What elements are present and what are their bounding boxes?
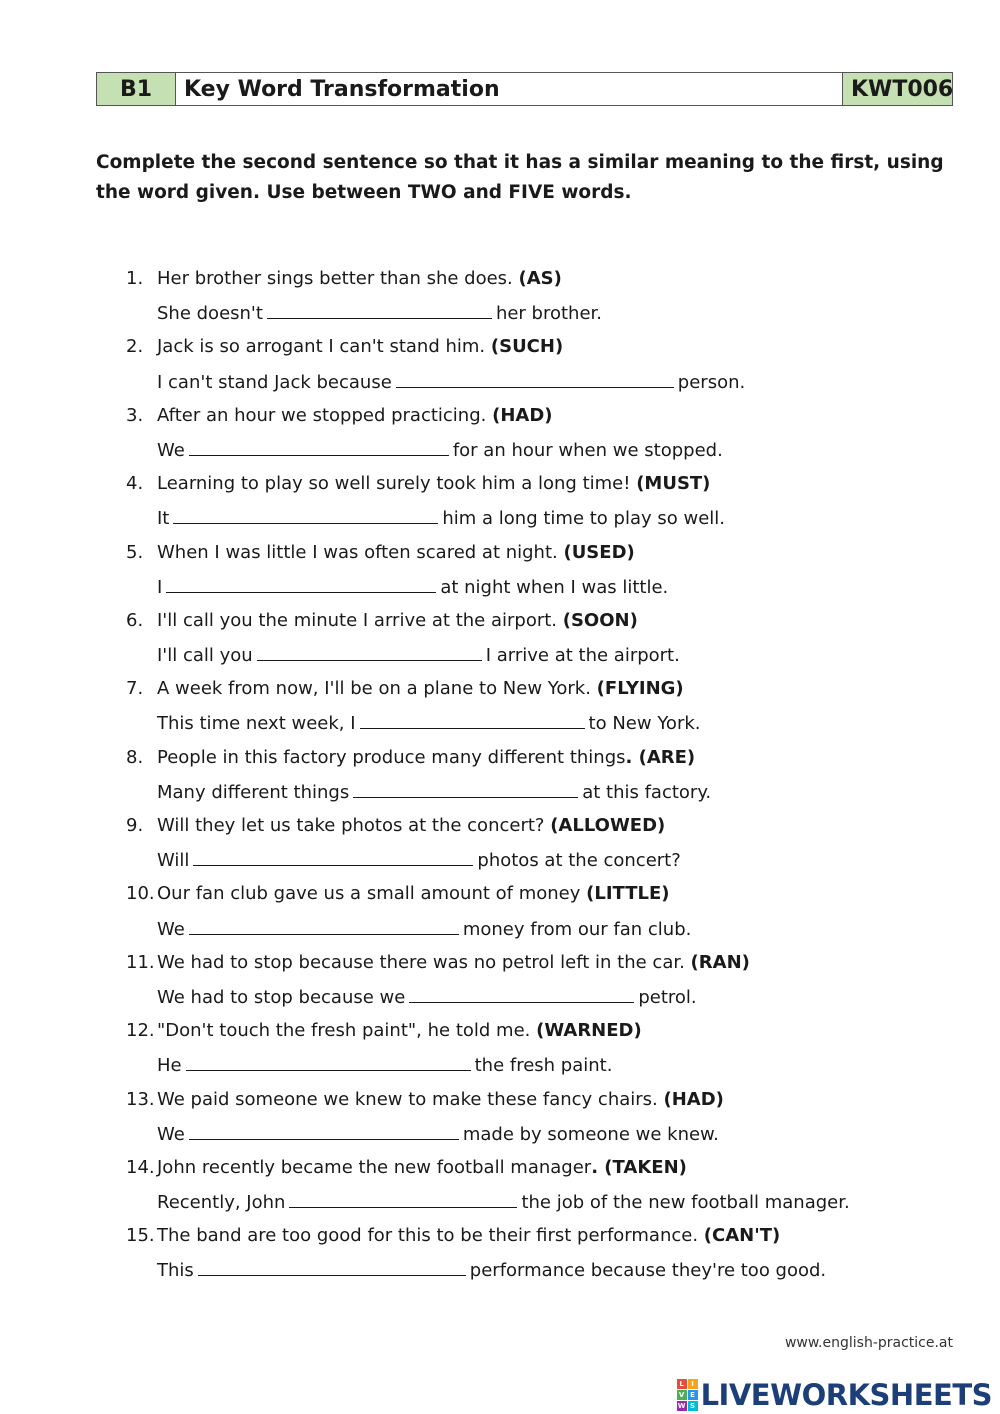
sentence-suffix: the fresh paint. <box>474 1055 613 1077</box>
answer-blank[interactable] <box>267 296 492 319</box>
original-sentence <box>157 1014 642 1048</box>
sentence-suffix: at night when I was little. <box>440 576 669 598</box>
answer-blank[interactable] <box>353 775 578 798</box>
logo-tile: L <box>677 1379 687 1389</box>
key-word: . (TAKEN) <box>591 1156 687 1178</box>
sentence-suffix: made by someone we knew. <box>462 1123 719 1145</box>
original-sentence <box>157 1151 687 1185</box>
exercise-item <box>0 262 1000 330</box>
original-sentence-line <box>0 536 1000 570</box>
original-sentence <box>157 946 750 980</box>
item-number: 13. <box>126 1088 155 1110</box>
answer-blank[interactable] <box>198 1253 466 1276</box>
item-number: 12. <box>126 1020 155 1042</box>
key-word: (ALLOWED) <box>550 815 666 836</box>
sentence-text: I'll call you the minute I arrive at the airport. <box>157 609 563 631</box>
sentence-text: People in this factory produce many different things <box>157 746 626 768</box>
transformed-sentence <box>157 775 711 810</box>
transformed-sentence <box>157 365 745 400</box>
transformation-line <box>0 1253 1000 1287</box>
logo-tile: I <box>688 1379 698 1389</box>
answer-blank[interactable] <box>409 980 634 1003</box>
transformation-line <box>0 501 1000 535</box>
original-sentence-line <box>0 877 1000 911</box>
sentence-text: Jack is so arrogant I can't stand him. <box>157 336 491 358</box>
item-number: 14. <box>126 1156 155 1178</box>
transformed-sentence <box>157 1117 719 1152</box>
transformed-sentence <box>157 912 691 947</box>
code-cell: KWT006 <box>843 73 953 106</box>
transformation-line <box>0 638 1000 672</box>
answer-blank[interactable] <box>186 1048 471 1071</box>
worksheet-header <box>96 72 953 106</box>
transformation-line <box>0 365 1000 399</box>
key-word: (FLYING) <box>596 678 684 700</box>
transformation-line <box>0 1048 1000 1082</box>
transformed-sentence <box>157 296 602 331</box>
key-word: . (ARE) <box>625 746 696 768</box>
original-sentence <box>157 1083 724 1117</box>
original-sentence-line <box>0 1219 1000 1253</box>
item-number: 15. <box>126 1225 155 1247</box>
sentence-text: The band are too good for this to be their first performance. <box>157 1225 704 1247</box>
key-word: (USED) <box>563 541 635 563</box>
transformed-sentence <box>157 433 723 468</box>
answer-blank[interactable] <box>173 501 438 524</box>
sentence-text: We paid someone we knew to make these fancy chairs. <box>157 1088 664 1110</box>
transformed-sentence <box>157 1185 850 1220</box>
item-number: 9. <box>126 815 144 836</box>
logo-tile: E <box>688 1390 698 1400</box>
logo-tile: V <box>677 1390 687 1400</box>
sentence-prefix: Will <box>157 850 190 872</box>
sentence-text: When I was little I was often scared at night. <box>157 541 564 563</box>
key-word: (SUCH) <box>490 336 564 358</box>
sentence-prefix: We <box>157 918 185 940</box>
original-sentence-line <box>0 330 1000 364</box>
sentence-text: "Don't touch the fresh paint", he told me. <box>157 1020 537 1042</box>
sentence-text: Will they let us take photos at the concert? <box>157 815 551 836</box>
sentence-text: Her brother sings better than she does. <box>157 268 519 289</box>
original-sentence <box>157 536 635 570</box>
source-url: www.english-practice.at <box>784 1335 953 1351</box>
sentence-text: We had to stop because there was no petrol left in the car. <box>157 951 691 973</box>
item-number: 4. <box>126 473 144 495</box>
transformed-sentence <box>157 706 700 741</box>
transformed-sentence <box>157 1048 612 1083</box>
exercise-item <box>0 604 1000 672</box>
logo-tile: W <box>677 1402 686 1410</box>
original-sentence <box>157 467 710 501</box>
transformation-line <box>0 843 1000 877</box>
answer-blank[interactable] <box>193 843 473 866</box>
transformed-sentence <box>157 980 697 1015</box>
item-number: 5. <box>126 541 144 563</box>
logo-tile: S <box>688 1401 698 1411</box>
sentence-prefix: I can't stand Jack because <box>157 371 392 393</box>
sentence-suffix: him a long time to play so well. <box>442 508 726 530</box>
original-sentence-line <box>0 809 1000 843</box>
answer-blank[interactable] <box>257 638 482 661</box>
key-word: (RAN) <box>690 951 750 973</box>
sentence-suffix: to New York. <box>588 713 701 735</box>
sentence-prefix: Recently, John <box>157 1192 286 1214</box>
original-sentence <box>157 330 563 364</box>
sentence-prefix: Many different things <box>157 781 350 803</box>
sentence-suffix: I arrive at the airport. <box>485 645 680 667</box>
sentence-text: Our fan club gave us a small amount of money <box>157 883 587 905</box>
sentence-prefix: This <box>157 1260 194 1282</box>
exercise-item <box>0 1083 1000 1151</box>
instructions: Complete the second sentence so that it has a similar meaning to the first, using the word given. Use between TWO and FIVE words. <box>96 152 944 203</box>
exercise-item <box>0 536 1000 604</box>
sentence-suffix: photos at the concert? <box>477 850 681 872</box>
original-sentence-line <box>0 741 1000 775</box>
exercise-item <box>0 877 1000 945</box>
transformation-line <box>0 1117 1000 1151</box>
transformed-sentence <box>157 570 668 605</box>
sentence-suffix: the job of the new football manager. <box>521 1192 850 1214</box>
original-sentence-line <box>0 1151 1000 1185</box>
transformation-line <box>0 433 1000 467</box>
sentence-prefix: She doesn't <box>157 303 263 325</box>
sentence-prefix: He <box>157 1055 182 1077</box>
item-number: 11. <box>126 951 155 973</box>
key-word: (CAN'T) <box>703 1225 781 1247</box>
exercise-item <box>0 1219 1000 1287</box>
sentence-suffix: her brother. <box>495 303 602 325</box>
transformation-line <box>0 706 1000 740</box>
original-sentence-line <box>0 399 1000 433</box>
answer-blank[interactable] <box>289 1185 517 1208</box>
key-word: (MUST) <box>636 473 711 495</box>
sentence-suffix: petrol. <box>638 986 697 1008</box>
sentence-prefix: I <box>157 576 163 598</box>
item-number: 7. <box>126 678 144 700</box>
original-sentence-line <box>0 1083 1000 1117</box>
sentence-suffix: person. <box>677 371 746 393</box>
transformation-line <box>0 570 1000 604</box>
transformed-sentence <box>157 501 725 536</box>
original-sentence-line <box>0 1014 1000 1048</box>
sentence-suffix: money from our fan club. <box>462 918 692 940</box>
sentence-prefix: I'll call you <box>157 645 253 667</box>
transformation-line <box>0 1185 1000 1219</box>
exercise-item <box>0 1014 1000 1082</box>
key-word: (HAD) <box>492 404 553 426</box>
liveworksheets-logo-icon <box>677 1379 698 1411</box>
original-sentence-line <box>0 467 1000 501</box>
answer-blank[interactable] <box>189 433 449 456</box>
key-word: (WARNED) <box>536 1020 642 1042</box>
transformation-line <box>0 296 1000 330</box>
sentence-suffix: for an hour when we stopped. <box>452 439 723 461</box>
original-sentence <box>157 877 670 911</box>
transformed-sentence <box>157 1253 826 1288</box>
answer-blank[interactable] <box>360 706 585 729</box>
exercise-item <box>0 467 1000 535</box>
exercise-item <box>0 1151 1000 1219</box>
sentence-text: John recently became the new football manager <box>157 1156 592 1178</box>
sentence-suffix: at this factory. <box>582 781 712 803</box>
level-cell: B1 <box>97 73 176 106</box>
sentence-text: Learning to play so well surely took him a long time! <box>157 473 637 495</box>
transformation-line <box>0 980 1000 1014</box>
key-word: (HAD) <box>663 1088 724 1110</box>
original-sentence <box>157 399 552 433</box>
sentence-prefix: We <box>157 1123 185 1145</box>
exercise-item <box>0 330 1000 398</box>
original-sentence-line <box>0 262 1000 296</box>
answer-blank[interactable] <box>189 912 459 935</box>
item-number: 10. <box>126 883 155 905</box>
key-word: (LITTLE) <box>586 883 670 905</box>
exercise-list <box>0 262 1000 1288</box>
exercise-item <box>0 672 1000 740</box>
brand-text: LIVEWORKSHEETS <box>700 1378 992 1412</box>
key-word: (SOON) <box>562 609 638 631</box>
item-number: 6. <box>126 609 144 631</box>
transformed-sentence <box>157 843 681 878</box>
exercise-item <box>0 809 1000 877</box>
sentence-text: A week from now, I'll be on a plane to New York. <box>157 678 597 700</box>
original-sentence <box>157 604 638 638</box>
sentence-prefix: We <box>157 439 185 461</box>
exercise-item <box>0 946 1000 1014</box>
exercise-item <box>0 741 1000 809</box>
sentence-text: After an hour we stopped practicing. <box>157 404 493 426</box>
original-sentence-line <box>0 604 1000 638</box>
liveworksheets-brand <box>677 1378 992 1412</box>
original-sentence <box>157 1219 780 1253</box>
original-sentence-line <box>0 672 1000 706</box>
original-sentence <box>157 672 684 706</box>
original-sentence <box>157 262 562 296</box>
original-sentence <box>157 741 695 775</box>
answer-blank[interactable] <box>166 570 436 593</box>
transformation-line <box>0 912 1000 946</box>
transformation-line <box>0 775 1000 809</box>
sentence-prefix: This time next week, I <box>157 713 356 735</box>
key-word: (AS) <box>518 268 562 289</box>
exercise-item <box>0 399 1000 467</box>
original-sentence <box>157 809 665 843</box>
transformed-sentence <box>157 638 680 673</box>
original-sentence-line <box>0 946 1000 980</box>
item-number: 1. <box>126 268 144 289</box>
sentence-prefix: It <box>157 508 170 530</box>
title-cell: Key Word Transformation <box>176 73 843 106</box>
item-number: 8. <box>126 746 144 768</box>
answer-blank[interactable] <box>396 365 674 388</box>
answer-blank[interactable] <box>189 1117 459 1140</box>
item-number: 3. <box>126 404 144 426</box>
sentence-suffix: performance because they're too good. <box>469 1260 827 1282</box>
sentence-prefix: We had to stop because we <box>157 986 406 1008</box>
item-number: 2. <box>126 336 144 358</box>
